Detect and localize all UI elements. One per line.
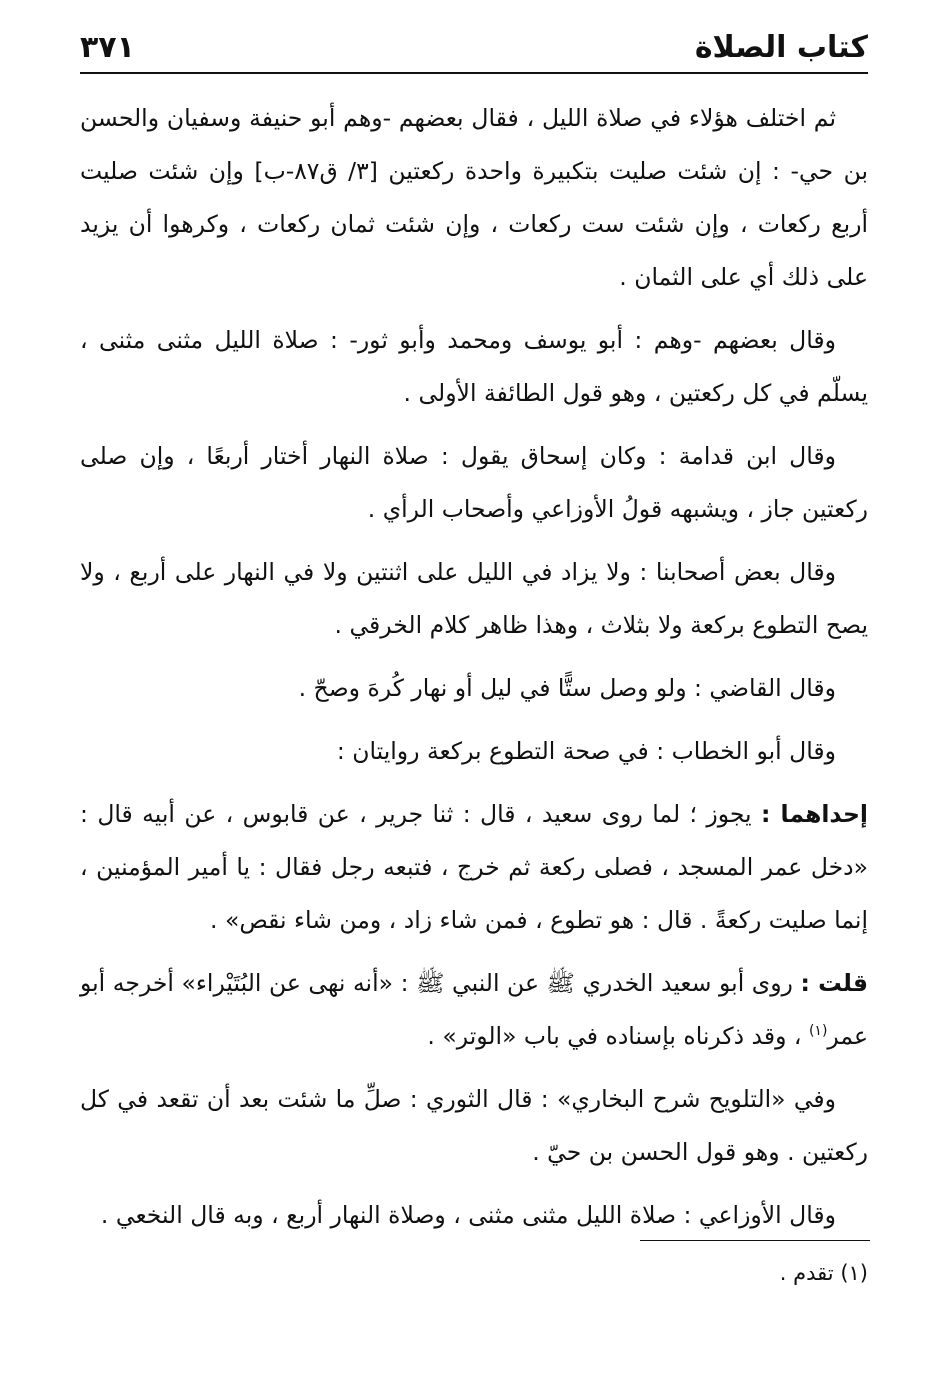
paragraph: وقال أبو الخطاب : في صحة التطوع بركعة روايتان : xyxy=(336,737,836,765)
footnote-marker: (١) xyxy=(808,1023,828,1040)
paragraph: وقال الأوزاعي : صلاة الليل مثنى مثنى ، وصلاة النهار أربع ، وبه قال النخعي . xyxy=(100,1201,836,1229)
page-number: ٣٧١ xyxy=(80,30,135,65)
page-header xyxy=(80,20,868,74)
main-text xyxy=(80,92,868,1252)
chapter-title: كتاب الصلاة xyxy=(694,30,868,65)
paragraph: وفي «التلويح شرح البخاري» : قال الثوري : صلِّ ما شئت بعد أن تقعد في كل ركعتين . وهو قول الحسن بن حيّ . xyxy=(80,1085,868,1166)
footnote: (١) تقدم . xyxy=(779,1261,868,1285)
paragraph: إحداهما : يجوز ؛ لما روى سعيد ، قال : ثنا جرير ، عن قابوس ، عن أبيه قال : «دخل عمر المسجد ، فصلى ركعة ثم خرج ، فتبعه رجل فقال : يا أمير المؤمنين ، إنما صليت ركعةً . قال : هو تطوع ، فمن شاء زاد ، ومن شاء نقص» . xyxy=(80,800,868,934)
paragraph: وقال ابن قدامة : وكان إسحاق يقول : صلاة النهار أختار أربعًا ، وإن صلى ركعتين جاز ، ويشبهه قولُ الأوزاعي وأصحاب الرأي . xyxy=(80,442,868,523)
paragraph: قلت : روى أبو سعيد الخدري ﷺ عن النبي ﷺ : «أنه نهى عن البُتَيْراء» أخرجه أبو عمر$^{(١)}$ ، وقد ذكرناه بإسناده في باب «الوتر» . xyxy=(80,969,869,1050)
paragraph: وقال بعضهم -وهم : أبو يوسف ومحمد وأبو ثور- : صلاة الليل مثنى مثنى ، يسلّم في كل ركعتين ، وهو قول الطائفة الأولى . xyxy=(80,326,868,407)
paragraph-lead: قلت : xyxy=(800,969,869,997)
paragraph: وقال القاضي : ولو وصل ستًّا في ليل أو نهار كُرهَ وصحّ . xyxy=(298,674,836,702)
paragraph-lead: إحداهما : xyxy=(760,800,868,828)
paragraph: ثم اختلف هؤلاء في صلاة الليل ، فقال بعضهم -وهم أبو حنيفة وسفيان والحسن بن حي- : إن شئت صليت بتكبيرة واحدة ركعتين [٣/ ق٨٧-ب] وإن شئت صليت أربع ركعات ، وإن شئت ست ركعات ، وإن شئت ثمان ركعات ، وكرهوا أن يزيد على ذلك أي على الثمان . xyxy=(80,104,869,291)
footnote-divider xyxy=(640,1240,870,1241)
paragraph: وقال بعض أصحابنا : ولا يزاد في الليل على اثنتين ولا في النهار على أربع ، ولا يصح التطوع بركعة ولا بثلاث ، وهذا ظاهر كلام الخرقي . xyxy=(80,558,868,639)
